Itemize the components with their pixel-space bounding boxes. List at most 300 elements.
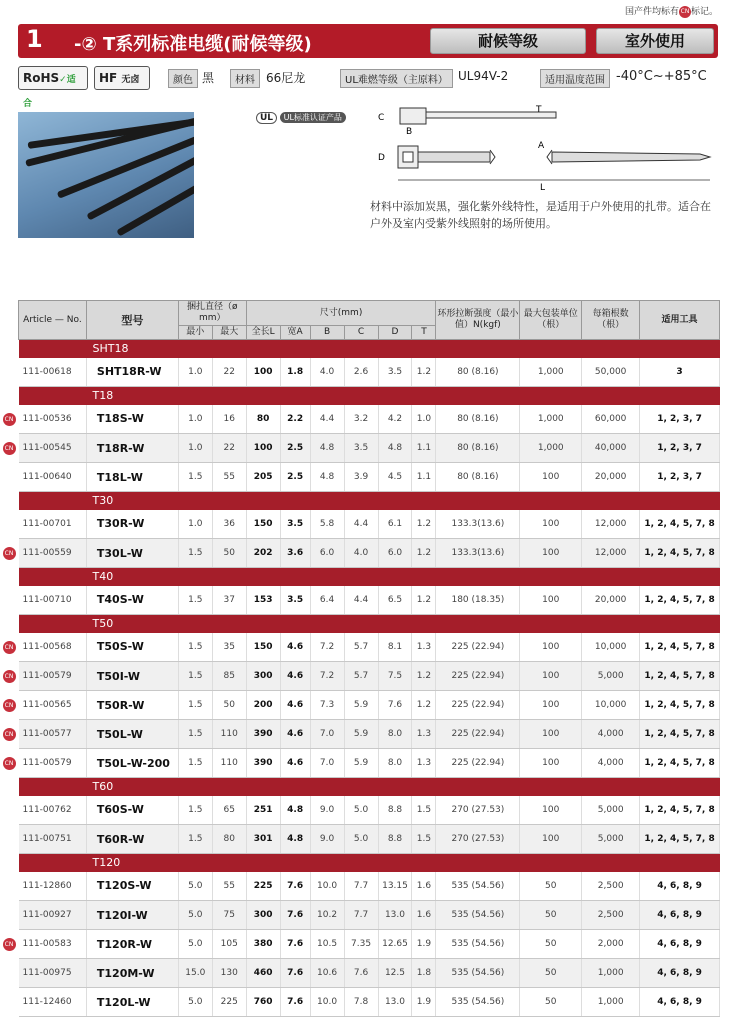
ul-grade-label: UL难燃等级（主原料） (340, 69, 453, 88)
cell-tools: 1, 2, 4, 5, 7, 8 (640, 825, 720, 854)
cell-b: 7.2 (310, 633, 344, 662)
cell-art: 111-00927 (19, 901, 87, 930)
cell-a: 4.6 (280, 720, 310, 749)
cell-c: 7.6 (344, 959, 378, 988)
cell-b: 9.0 (310, 796, 344, 825)
cell-box: 1,000 (582, 988, 640, 1017)
cell-ten: 535 (54.56) (436, 930, 520, 959)
cell-box: 20,000 (582, 586, 640, 615)
cell-max: 225 (212, 988, 246, 1017)
cell-d: 6.1 (378, 510, 412, 539)
cell-c: 7.7 (344, 872, 378, 901)
cell-pack: 50 (520, 988, 582, 1017)
hf-badge: HF 无卤 (94, 66, 150, 90)
outdoor-use-tab[interactable]: 室外使用 (596, 28, 714, 54)
cell-max: 55 (212, 463, 246, 492)
cell-l: 301 (246, 825, 280, 854)
cell-min: 1.5 (178, 749, 212, 778)
cell-l: 225 (246, 872, 280, 901)
cell-tools: 3 (640, 358, 720, 387)
cell-a: 7.6 (280, 930, 310, 959)
ul-mark-icon: UL (256, 112, 277, 124)
cell-pack: 100 (520, 463, 582, 492)
cell-max: 16 (212, 405, 246, 434)
cell-d: 12.5 (378, 959, 412, 988)
cell-b: 5.8 (310, 510, 344, 539)
cell-ten: 80 (8.16) (436, 434, 520, 463)
cell-pack: 100 (520, 749, 582, 778)
cell-c: 4.0 (344, 539, 378, 568)
cn-mark-icon: CN (3, 641, 16, 654)
cell-b: 9.0 (310, 825, 344, 854)
table-row (19, 463, 720, 492)
cell-d: 8.8 (378, 825, 412, 854)
cell-min: 1.0 (178, 405, 212, 434)
cn-mark-icon: CN (679, 6, 691, 18)
cell-l: 390 (246, 720, 280, 749)
cell-pack: 100 (520, 586, 582, 615)
cn-mark-icon: CN (3, 699, 16, 712)
cell-t: 1.9 (412, 988, 436, 1017)
cell-l: 300 (246, 901, 280, 930)
cell-tools: 1, 2, 4, 5, 7, 8 (640, 510, 720, 539)
cell-art: 111-00565 CN (19, 691, 87, 720)
cell-a: 2.2 (280, 405, 310, 434)
cell-tools: 4, 6, 8, 9 (640, 930, 720, 959)
cell-box: 10,000 (582, 633, 640, 662)
section-title-bar (18, 24, 718, 58)
cell-d: 13.0 (378, 988, 412, 1017)
cell-c: 4.4 (344, 586, 378, 615)
cell-t: 1.2 (412, 358, 436, 387)
cell-min: 1.5 (178, 720, 212, 749)
cell-a: 2.5 (280, 463, 310, 492)
cell-min: 5.0 (178, 901, 212, 930)
cell-pack: 50 (520, 901, 582, 930)
cell-t: 1.1 (412, 463, 436, 492)
group-name: T18 (19, 387, 720, 405)
cell-art: 111-00583 CN (19, 930, 87, 959)
table-row (19, 405, 720, 434)
cell-tools: 4, 6, 8, 9 (640, 988, 720, 1017)
cell-t: 1.5 (412, 825, 436, 854)
cell-d: 3.5 (378, 358, 412, 387)
table-row (19, 749, 720, 778)
cell-d: 8.0 (378, 749, 412, 778)
cell-model: T50S-W (86, 633, 178, 662)
svg-text:L: L (540, 183, 546, 192)
cell-b: 10.0 (310, 872, 344, 901)
col-tensile: 环形拉断强度（最小值）N(kgf) (436, 301, 520, 340)
cell-max: 50 (212, 691, 246, 720)
cell-pack: 1,000 (520, 358, 582, 387)
cell-model: T50L-W-200 (86, 749, 178, 778)
col-model: 型号 (86, 301, 178, 340)
cell-pack: 100 (520, 796, 582, 825)
cell-c: 5.9 (344, 691, 378, 720)
cell-art: 111-00762 (19, 796, 87, 825)
cell-b: 7.3 (310, 691, 344, 720)
col-size: 尺寸(mm) (246, 301, 436, 326)
group-header (19, 492, 720, 510)
cell-c: 5.9 (344, 720, 378, 749)
group-header (19, 615, 720, 633)
cell-a: 7.6 (280, 901, 310, 930)
cell-box: 2,500 (582, 901, 640, 930)
table-row (19, 959, 720, 988)
spec-table: Article — No. 型号 捆扎直径（ø mm） 尺寸(mm) 环形拉断强度（最小值）N(kgf) 最大包装单位（根） 每箱根数（根） 适用工具 最小 最大 全长L 宽A B C D T SHT18 111-00618 SHT18R-W 1.0 22 100 1.8 4.0 2.6 3.5 1.2 80 (8.16) 1,000 50,000 3 T18 111-00536 CN T18S-W 1.0 16 80 2.2 4.4 3.2 4.2 1.0 80 (8.16) 1,000 60,000 1, 2, 3, 7 111-00545 CN T18R-W 1.0 22 100 2.5 4.8 3.5 4.8 1.1 80 (8.16) 1,000 40,000 1, 2, 3, 7 111-00640 T18L-W 1.5 55 205 2.5 4.8 3.9 4.5 1.1 80 (8.16) 100 20,000 1, 2, 3, 7 T30 111-00701 T30R-W 1.0 36 150 3.5 5.8 4.4 6.1 1.2 133.3(13.6) 100 12,000 1, 2, 4, 5, 7, 8 111-00559 CN T30L-W 1.5 50 202 3.6 6.0 4.0 6.0 1.2 133.3(13.6) 100 12,000 1, 2, 4, 5, 7, 8 T40 111-00710 T40S-W 1.5 37 153 3.5 6.4 4.4 6.5 1.2 180 (18.35) 100 20,000 1, 2, 4, 5, 7, 8 T50 111-00568 CN T50S-W 1.5 35 150 4.6 7.2 5.7 8.1 1.3 225 (22.94) 100 10,000 1, 2, 4, 5, 7, 8 111-00579 CN T50I-W 1.5 85 300 4.6 7.2 5.7 7.5 1.2 225 (22.94) 100 5,000 1, 2, 4, 5, 7, 8 111-00565 CN T50R-W 1.5 50 200 4.6 7.3 5.9 7.6 1.2 225 (22.94) 100 10,000 1, 2, 4, 5, 7, 8 111-00577 CN T50L-W 1.5 110 390 4.6 7.0 5.9 8.0 1.3 225 (22.94) 100 4,000 1, 2, 4, 5, 7, 8 111-00579 CN T50L-W-200 1.5 110 390 4.6 7.0 5.9 8.0 1.3 225 (22.94) 100 4,000 1, 2, 4, 5, 7, 8 T60 111-00762 T60S-W 1.5 65 251 4.8 9.0 5.0 8.8 1.5 270 (27.53) 100 5,000 1, 2, 4, 5, 7, 8 111-00751 T60R-W 1.5 80 301 4.8 9.0 5.0 8.8 1.5 270 (27.53) 100 5,000 1, 2, 4, 5, 7, 8 T120 111-12860 T120S-W 5.0 55 225 7.6 10.0 7.7 13.15 1.6 535 (54.56) 50 2,500 4, 6, 8, 9 111-00927 T120I-W 5.0 75 300 7.6 10.2 7.7 13.0 1.6 535 (54.56) 50 2,500 4, 6, 8, 9 111-00583 CN T120R-W 5.0 105 380 7.6 10.5 7.35 12.65 1.9 535 (54.56) 50 2,000 4, 6, 8, 9 111-00975 T120M-W 15.0 130 460 7.6 10.6 7.6 12.5 1.8 535 (54.56) 50 1,000 4, 6, 8, 9 111-12460 T120L-W 5.0 225 760 7.6 10.0 7.8 13.0 1.9 535 (54.56) 50 1,000 4, 6, 8, 9 (18, 300, 720, 1017)
cell-b: 6.0 (310, 539, 344, 568)
cell-box: 60,000 (582, 405, 640, 434)
cell-pack: 100 (520, 662, 582, 691)
cell-model: SHT18R-W (86, 358, 178, 387)
cell-model: T30L-W (86, 539, 178, 568)
cell-pack: 100 (520, 633, 582, 662)
cell-art: 111-00568 CN (19, 633, 87, 662)
cell-art: 111-00559 CN (19, 539, 87, 568)
cell-a: 4.6 (280, 633, 310, 662)
cell-min: 1.0 (178, 358, 212, 387)
cell-t: 1.3 (412, 749, 436, 778)
cell-tools: 1, 2, 4, 5, 7, 8 (640, 691, 720, 720)
cell-a: 1.8 (280, 358, 310, 387)
cell-max: 80 (212, 825, 246, 854)
group-name: T30 (19, 492, 720, 510)
cell-t: 1.2 (412, 662, 436, 691)
cell-t: 1.2 (412, 691, 436, 720)
material-value: 66尼龙 (266, 71, 306, 85)
cell-a: 2.5 (280, 434, 310, 463)
cell-t: 1.2 (412, 586, 436, 615)
cn-mark-icon: CN (3, 670, 16, 683)
group-name: T50 (19, 615, 720, 633)
cell-model: T50L-W (86, 720, 178, 749)
cell-art: 111-00577 CN (19, 720, 87, 749)
table-row (19, 539, 720, 568)
cell-model: T120L-W (86, 988, 178, 1017)
cell-max: 36 (212, 510, 246, 539)
cell-art: 111-00710 (19, 586, 87, 615)
cell-box: 12,000 (582, 510, 640, 539)
cell-art: 111-00579 CN (19, 749, 87, 778)
cell-max: 55 (212, 872, 246, 901)
cell-art: 111-00975 (19, 959, 87, 988)
cell-tools: 1, 2, 4, 5, 7, 8 (640, 586, 720, 615)
cell-box: 12,000 (582, 539, 640, 568)
table-row (19, 358, 720, 387)
cell-l: 380 (246, 930, 280, 959)
col-bundle: 捆扎直径（ø mm） (178, 301, 246, 326)
cell-tools: 1, 2, 3, 7 (640, 405, 720, 434)
cell-max: 75 (212, 901, 246, 930)
cell-pack: 100 (520, 720, 582, 749)
cell-c: 5.0 (344, 796, 378, 825)
cell-c: 4.4 (344, 510, 378, 539)
cell-c: 2.6 (344, 358, 378, 387)
cell-b: 7.2 (310, 662, 344, 691)
cell-min: 1.5 (178, 662, 212, 691)
group-name: T120 (19, 854, 720, 872)
cell-model: T120S-W (86, 872, 178, 901)
cell-box: 50,000 (582, 358, 640, 387)
cell-max: 50 (212, 539, 246, 568)
cell-t: 1.2 (412, 539, 436, 568)
cell-ten: 133.3(13.6) (436, 510, 520, 539)
cell-l: 760 (246, 988, 280, 1017)
cell-tools: 1, 2, 3, 7 (640, 463, 720, 492)
cell-a: 4.6 (280, 691, 310, 720)
cell-t: 1.6 (412, 901, 436, 930)
cell-model: T18R-W (86, 434, 178, 463)
material-label: 材料 (230, 69, 260, 88)
cell-c: 5.7 (344, 633, 378, 662)
cell-d: 8.1 (378, 633, 412, 662)
cell-min: 1.5 (178, 586, 212, 615)
cell-box: 5,000 (582, 825, 640, 854)
temp-range-value: -40°C~+85°C (616, 69, 707, 84)
cell-d: 4.2 (378, 405, 412, 434)
rohs-badge: RoHS✓适合 (18, 66, 88, 90)
col-pack: 最大包装单位（根） (520, 301, 582, 340)
table-row (19, 930, 720, 959)
group-name: T40 (19, 568, 720, 586)
cell-art: 111-12460 (19, 988, 87, 1017)
cell-l: 200 (246, 691, 280, 720)
ul-grade-value: UL94V-2 (458, 69, 509, 83)
color-value: 黑 (202, 71, 215, 85)
cell-model: T120M-W (86, 959, 178, 988)
cell-d: 4.5 (378, 463, 412, 492)
cell-min: 1.0 (178, 510, 212, 539)
cell-art: 111-00618 (19, 358, 87, 387)
cn-mark-icon: CN (3, 413, 16, 426)
cell-min: 1.5 (178, 539, 212, 568)
cell-d: 13.0 (378, 901, 412, 930)
cell-b: 7.0 (310, 720, 344, 749)
cell-ten: 535 (54.56) (436, 959, 520, 988)
spec-row (18, 66, 718, 109)
color-label: 颜色 (168, 69, 198, 88)
cell-c: 5.0 (344, 825, 378, 854)
cell-l: 153 (246, 586, 280, 615)
cell-ten: 225 (22.94) (436, 749, 520, 778)
cell-min: 5.0 (178, 872, 212, 901)
table-row (19, 988, 720, 1017)
cell-a: 4.6 (280, 749, 310, 778)
cell-ten: 225 (22.94) (436, 691, 520, 720)
cell-min: 1.5 (178, 691, 212, 720)
cell-pack: 100 (520, 825, 582, 854)
cell-t: 1.3 (412, 720, 436, 749)
table-row (19, 510, 720, 539)
cell-pack: 50 (520, 930, 582, 959)
cell-box: 4,000 (582, 720, 640, 749)
cell-ten: 80 (8.16) (436, 358, 520, 387)
cell-t: 1.1 (412, 434, 436, 463)
cell-pack: 100 (520, 539, 582, 568)
cell-d: 7.6 (378, 691, 412, 720)
cell-ten: 80 (8.16) (436, 463, 520, 492)
cell-d: 8.0 (378, 720, 412, 749)
group-header (19, 340, 720, 358)
cell-min: 1.5 (178, 796, 212, 825)
cell-b: 10.5 (310, 930, 344, 959)
cell-b: 10.0 (310, 988, 344, 1017)
cell-d: 7.5 (378, 662, 412, 691)
cell-pack: 50 (520, 872, 582, 901)
group-header (19, 778, 720, 796)
cell-max: 65 (212, 796, 246, 825)
cell-l: 460 (246, 959, 280, 988)
cell-box: 4,000 (582, 749, 640, 778)
cell-max: 22 (212, 358, 246, 387)
cell-min: 1.5 (178, 463, 212, 492)
cell-model: T120I-W (86, 901, 178, 930)
table-row (19, 662, 720, 691)
cell-c: 7.8 (344, 988, 378, 1017)
cell-ten: 535 (54.56) (436, 872, 520, 901)
col-article: Article — No. (19, 301, 87, 340)
cell-ten: 133.3(13.6) (436, 539, 520, 568)
cell-max: 37 (212, 586, 246, 615)
table-row (19, 586, 720, 615)
cell-min: 15.0 (178, 959, 212, 988)
cell-tools: 1, 2, 4, 5, 7, 8 (640, 796, 720, 825)
cell-box: 2,500 (582, 872, 640, 901)
cell-t: 1.8 (412, 959, 436, 988)
cell-t: 1.6 (412, 872, 436, 901)
cell-min: 5.0 (178, 988, 212, 1017)
cell-tools: 1, 2, 4, 5, 7, 8 (640, 633, 720, 662)
cell-min: 1.0 (178, 434, 212, 463)
cell-ten: 535 (54.56) (436, 901, 520, 930)
section-title: -② T系列标准电缆(耐候等级) (74, 34, 312, 55)
cell-d: 4.8 (378, 434, 412, 463)
cell-art: 111-00545 CN (19, 434, 87, 463)
cell-b: 10.6 (310, 959, 344, 988)
cell-tools: 4, 6, 8, 9 (640, 959, 720, 988)
cell-ten: 80 (8.16) (436, 405, 520, 434)
domestic-note: 国产件均标有 CN 标记。 (624, 7, 718, 17)
cell-t: 1.9 (412, 930, 436, 959)
cell-c: 7.7 (344, 901, 378, 930)
ul-logo: UL UL标准认证产品 (256, 112, 346, 124)
cell-l: 100 (246, 434, 280, 463)
cell-ten: 535 (54.56) (436, 988, 520, 1017)
cell-c: 3.2 (344, 405, 378, 434)
cell-model: T50R-W (86, 691, 178, 720)
cell-t: 1.5 (412, 796, 436, 825)
cell-pack: 100 (520, 691, 582, 720)
cell-a: 4.8 (280, 825, 310, 854)
cell-max: 85 (212, 662, 246, 691)
cell-art: 111-00579 CN (19, 662, 87, 691)
cell-box: 10,000 (582, 691, 640, 720)
temp-range-label: 适用温度范围 (540, 69, 610, 88)
svg-text:C: C (378, 113, 385, 123)
cell-a: 7.6 (280, 872, 310, 901)
cell-box: 1,000 (582, 959, 640, 988)
cell-b: 4.8 (310, 463, 344, 492)
cell-art: 111-00536 CN (19, 405, 87, 434)
col-box: 每箱根数（根） (582, 301, 640, 340)
cell-max: 22 (212, 434, 246, 463)
cell-a: 7.6 (280, 988, 310, 1017)
group-header (19, 387, 720, 405)
cell-c: 5.7 (344, 662, 378, 691)
cn-mark-icon: CN (3, 938, 16, 951)
cell-c: 3.9 (344, 463, 378, 492)
cell-b: 4.0 (310, 358, 344, 387)
cell-ten: 180 (18.35) (436, 586, 520, 615)
cell-tools: 1, 2, 3, 7 (640, 434, 720, 463)
cell-model: T18L-W (86, 463, 178, 492)
product-description: 材料中添加炭黑，强化紫外线特性，是适用于户外使用的扎带。适合在户外及室内受紫外线照射的场所使用。 (370, 200, 711, 230)
check-icon: ✓适合 (23, 75, 76, 109)
cell-c: 5.9 (344, 749, 378, 778)
cell-tools: 1, 2, 4, 5, 7, 8 (640, 720, 720, 749)
cell-max: 130 (212, 959, 246, 988)
cell-max: 110 (212, 749, 246, 778)
cell-max: 35 (212, 633, 246, 662)
cell-art: 111-12860 (19, 872, 87, 901)
cell-c: 3.5 (344, 434, 378, 463)
cell-model: T60S-W (86, 796, 178, 825)
cell-box: 5,000 (582, 796, 640, 825)
cell-b: 7.0 (310, 749, 344, 778)
cell-d: 8.8 (378, 796, 412, 825)
cell-model: T60R-W (86, 825, 178, 854)
cell-max: 105 (212, 930, 246, 959)
cell-max: 110 (212, 720, 246, 749)
weather-grade-tab[interactable]: 耐候等级 (430, 28, 586, 54)
cell-a: 3.5 (280, 586, 310, 615)
cell-a: 7.6 (280, 959, 310, 988)
cn-mark-icon: CN (3, 757, 16, 770)
cell-l: 202 (246, 539, 280, 568)
cell-c: 7.35 (344, 930, 378, 959)
table-row (19, 872, 720, 901)
table-row (19, 633, 720, 662)
cell-a: 4.8 (280, 796, 310, 825)
cell-tools: 4, 6, 8, 9 (640, 872, 720, 901)
group-name: T60 (19, 778, 720, 796)
cell-model: T40S-W (86, 586, 178, 615)
cn-mark-icon: CN (3, 442, 16, 455)
cell-l: 300 (246, 662, 280, 691)
col-tools: 适用工具 (640, 301, 720, 340)
cell-pack: 1,000 (520, 434, 582, 463)
cell-l: 150 (246, 510, 280, 539)
table-row (19, 825, 720, 854)
section-number: 1 (26, 25, 43, 53)
product-photo (18, 112, 194, 238)
cell-d: 6.5 (378, 586, 412, 615)
spec-table-body (4, 340, 720, 1017)
cell-ten: 225 (22.94) (436, 720, 520, 749)
cell-box: 5,000 (582, 662, 640, 691)
cell-d: 12.65 (378, 930, 412, 959)
cell-pack: 100 (520, 510, 582, 539)
cn-mark-icon: CN (3, 547, 16, 560)
cell-d: 6.0 (378, 539, 412, 568)
cell-box: 20,000 (582, 463, 640, 492)
cell-art: 111-00751 (19, 825, 87, 854)
table-row (19, 434, 720, 463)
cell-ten: 270 (27.53) (436, 825, 520, 854)
cell-t: 1.0 (412, 405, 436, 434)
cell-l: 80 (246, 405, 280, 434)
